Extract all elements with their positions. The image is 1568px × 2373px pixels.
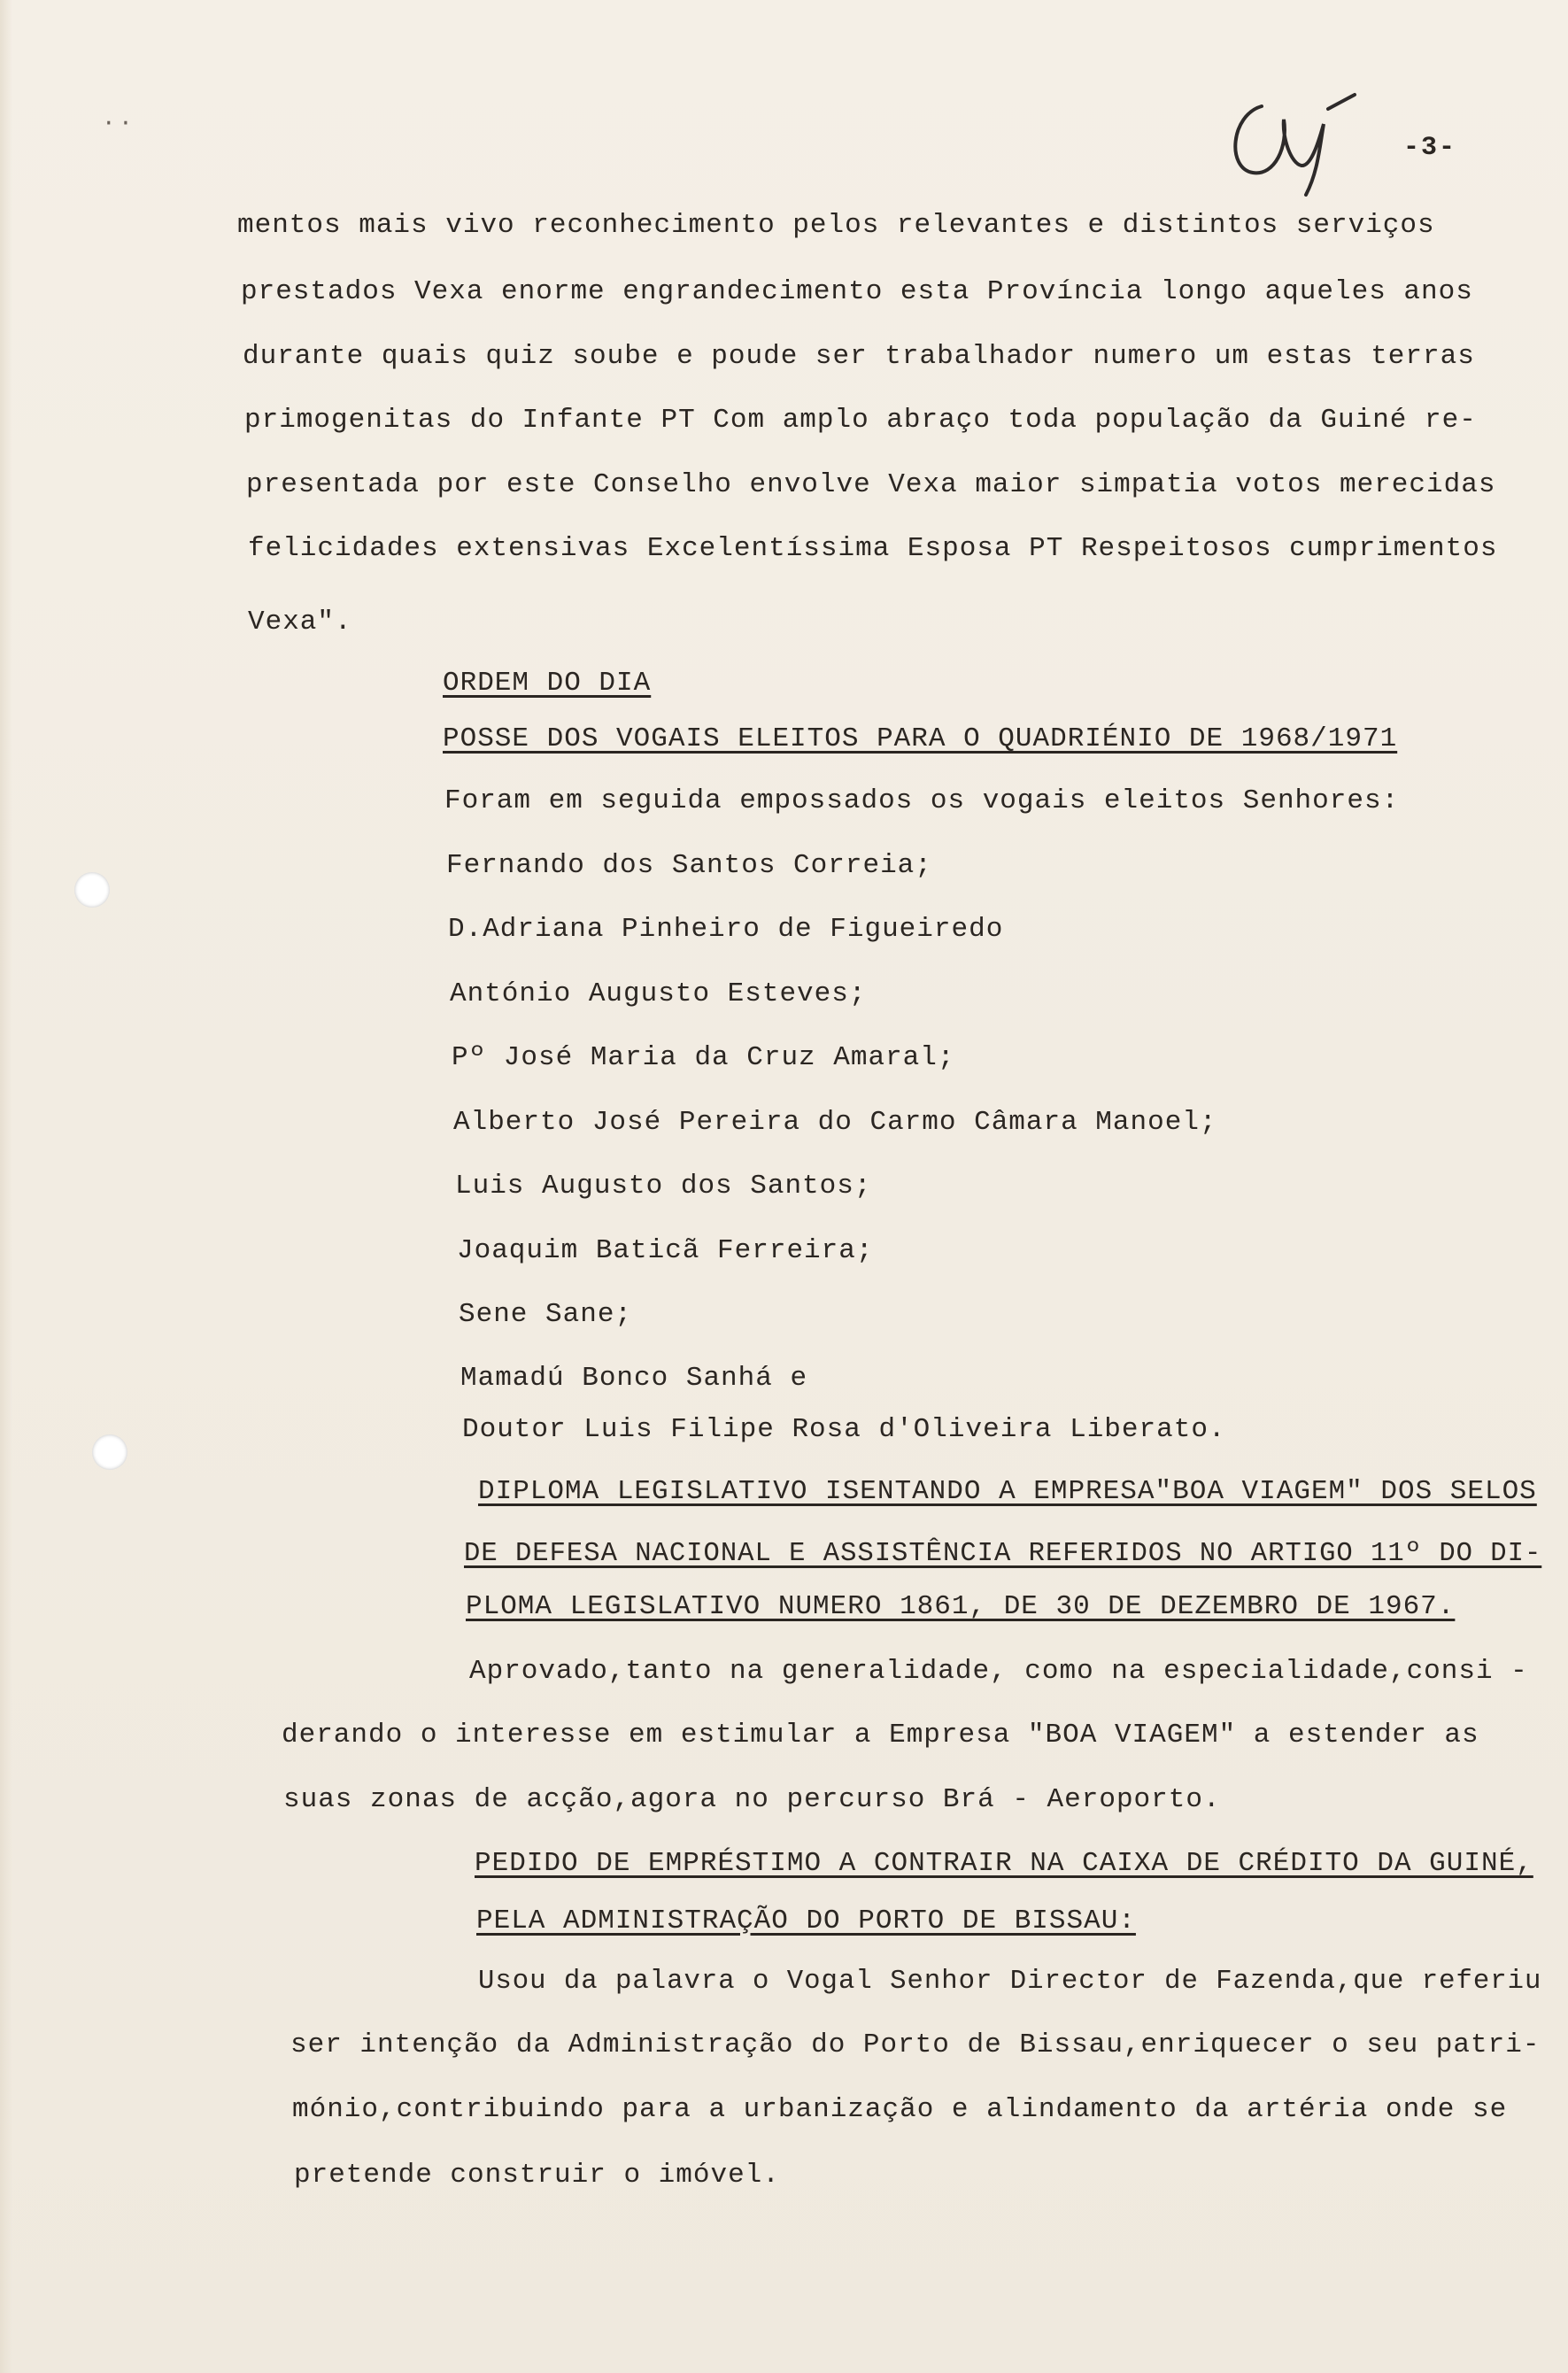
corner-tick-mark: · · bbox=[104, 108, 130, 139]
vogal-item: Joaquim Baticã Ferreira; bbox=[457, 1235, 874, 1266]
pedido-text-line: mónio,contribuindo para a urbanização e alindamento da artéria onde se bbox=[292, 2094, 1508, 2125]
diploma-text-line: suas zonas de acção,agora no percurso Brá - Aeroporto. bbox=[283, 1784, 1221, 1815]
heading-diploma-line-3: PLOMA LEGISLATIVO NUMERO 1861, DE 30 DE DEZEMBRO DE 1967. bbox=[466, 1591, 1456, 1622]
text-line: mentos mais vivo reconhecimento pelos relevantes e distintos serviços bbox=[237, 210, 1435, 241]
punch-hole-bottom bbox=[92, 1434, 127, 1470]
vogal-item: Doutor Luis Filipe Rosa d'Oliveira Liberato. bbox=[462, 1414, 1226, 1445]
text-line: prestados Vexa enorme engrandecimento esta Província longo aqueles anos bbox=[241, 276, 1473, 307]
vogal-item: Mamadú Bonco Sanhá e bbox=[460, 1363, 808, 1394]
text-line: Vexa". bbox=[248, 607, 352, 638]
pedido-text-line: Usou da palavra o Vogal Senhor Director de Fazenda,que referiu bbox=[478, 1966, 1542, 1997]
text-line: felicidades extensivas Excelentíssima Esposa PT Respeitosos cumprimentos bbox=[248, 533, 1498, 564]
vogal-item: D.Adriana Pinheiro de Figueiredo bbox=[448, 914, 1004, 945]
heading-ordem-do-dia: ORDEM DO DIA bbox=[443, 668, 652, 699]
diploma-text-line: derando o interesse em estimular a Empresa "BOA VIAGEM" a estender as bbox=[282, 1720, 1479, 1751]
handwritten-initials-signature bbox=[1213, 84, 1390, 199]
heading-pedido-line-1: PEDIDO DE EMPRÉSTIMO A CONTRAIR NA CAIXA DE CRÉDITO DA GUINÉ, bbox=[475, 1848, 1533, 1879]
heading-diploma-line-2: DE DEFESA NACIONAL E ASSISTÊNCIA REFERIDOS NO ARTIGO 11º DO DI- bbox=[464, 1539, 1542, 1569]
diploma-text-line: Aprovado,tanto na generalidade, como na especialidade,consi - bbox=[469, 1656, 1528, 1687]
vogal-item: Luis Augusto dos Santos; bbox=[455, 1171, 872, 1202]
intro-empossados: Foram em seguida empossados os vogais eleitos Senhores: bbox=[444, 785, 1400, 816]
text-line: durante quais quiz soube e poude ser trabalhador numero um estas terras bbox=[243, 341, 1475, 372]
page-number: -3- bbox=[1403, 133, 1457, 163]
heading-pedido-line-2: PELA ADMINISTRAÇÃO DO PORTO DE BISSAU: bbox=[476, 1905, 1136, 1936]
text-line: primogenitas do Infante PT Com amplo abraço toda população da Guiné re- bbox=[244, 405, 1477, 436]
pedido-text-line: ser intenção da Administração do Porto de Bissau,enriquecer o seu patri- bbox=[290, 2029, 1541, 2060]
vogal-item: Alberto José Pereira do Carmo Câmara Manoel; bbox=[453, 1107, 1217, 1138]
vogal-item: Fernando dos Santos Correia; bbox=[446, 850, 932, 881]
vogal-item: Sene Sane; bbox=[459, 1299, 633, 1330]
text-line: presentada por este Conselho envolve Vexa maior simpatia votos merecidas bbox=[246, 469, 1496, 500]
heading-posse-vogais: POSSE DOS VOGAIS ELEITOS PARA O QUADRIÉNIO DE 1968/1971 bbox=[443, 723, 1398, 754]
vogal-item: António Augusto Esteves; bbox=[450, 978, 867, 1009]
punch-hole-top bbox=[74, 872, 110, 908]
pedido-text-line: pretende construir o imóvel. bbox=[294, 2160, 780, 2191]
vogal-item: Pº José Maria da Cruz Amaral; bbox=[452, 1042, 955, 1073]
page-edge bbox=[0, 0, 12, 2373]
heading-diploma-line-1: DIPLOMA LEGISLATIVO ISENTANDO A EMPRESA"BOA VIAGEM" DOS SELOS bbox=[478, 1476, 1537, 1507]
